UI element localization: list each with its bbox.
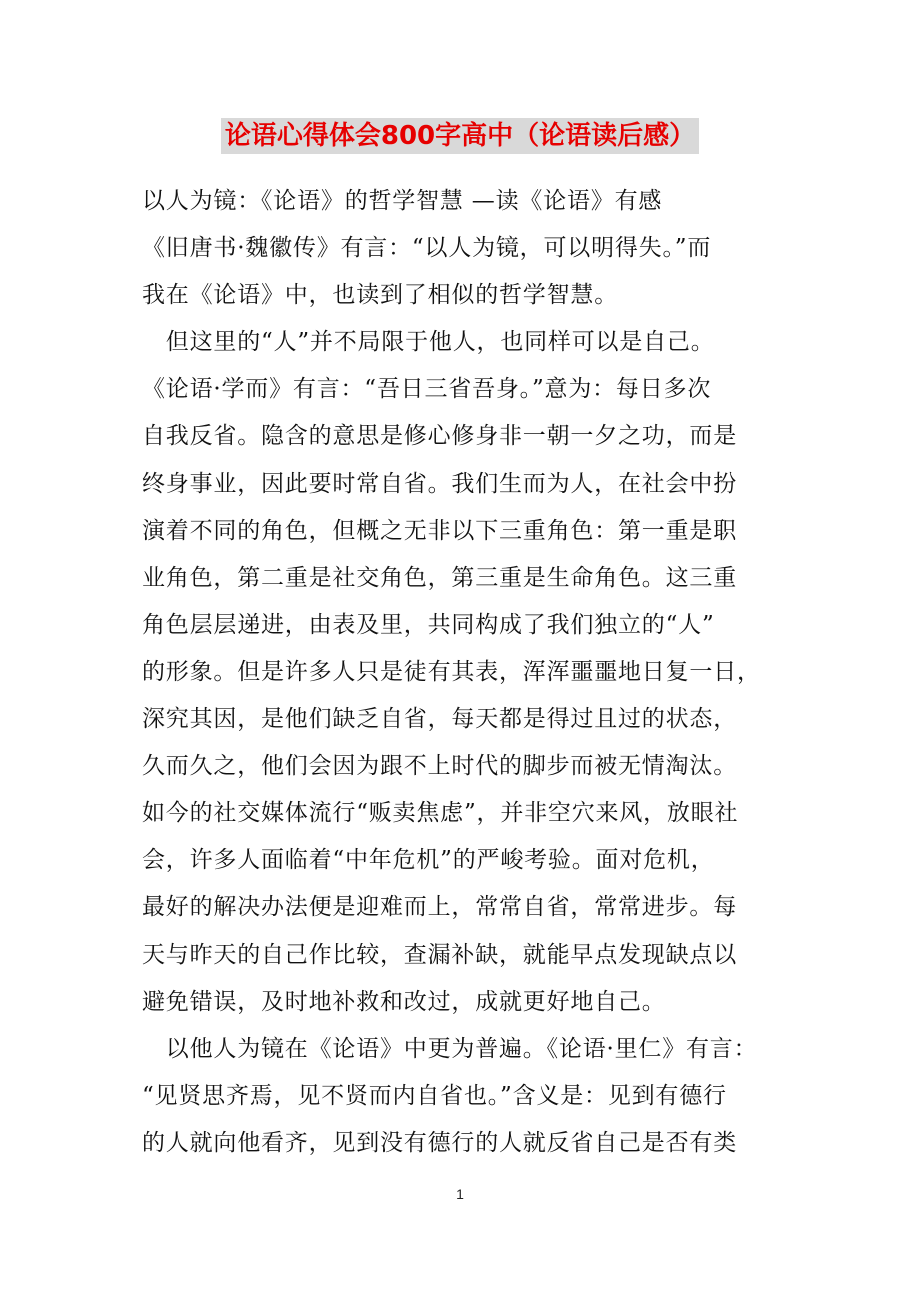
body-line: 终身事业，因此要时常自省。我们生而为人，在社会中扮 (142, 470, 737, 497)
body-line: 但这里的“人”并不局限于他人，也同样可以是自己。 (142, 329, 715, 356)
body-line: 深究其因，是他们缺乏自省，每天都是得过且过的状态， (142, 706, 737, 733)
body-line: 自我反省。隐含的意思是修心修身非一朝一夕之功，而是 (142, 423, 737, 450)
body-line: 《旧唐书·魏徽传》有言：“以人为镜，可以明得失。”而 (142, 235, 712, 262)
body-line: 业角色，第二重是社交角色，第三重是生命角色。这三重 (142, 564, 737, 591)
body-line: 避免错误，及时地补救和改过，成就更好地自己。 (142, 988, 666, 1015)
body-line: 久而久之，他们会因为跟不上时代的脚步而被无情淘汰。 (142, 753, 737, 780)
body-line: 如今的社交媒体流行“贩卖焦虑”，并非空穴来风，放眼社 (142, 800, 739, 827)
title-container (0, 118, 920, 154)
body-line: 天与昨天的自己作比较，查漏补缺，就能早点发现缺点以 (142, 941, 737, 968)
body-line: 《论语·学而》有言：“吾日三省吾身。”意为：每日多次 (142, 376, 712, 403)
body-line: 会，许多人面临着“中年危机”的严峻考验。面对危机， (142, 847, 715, 874)
body-line: 角色层层递进，由表及里，共同构成了我们独立的“人” (142, 611, 715, 638)
body-line: 的人就向他看齐，见到没有德行的人就反省自己是否有类 (142, 1129, 737, 1156)
body-line: 最好的解决办法便是迎难而上，常常自省，常常进步。每 (142, 894, 737, 921)
body-line: 的形象。但是许多人只是徒有其表，浑浑噩噩地日复一日， (142, 658, 761, 685)
document-title: 论语心得体会800字高中（论语读后感） (221, 118, 699, 154)
page-number: 1 (456, 1186, 464, 1202)
body-line: 我在《论语》中，也读到了相似的哲学智慧。 (142, 282, 618, 309)
body-line: 以他人为镜在《论语》中更为普遍。《论语·里仁》有言： (142, 1035, 758, 1062)
body-line: “见贤思齐焉，见不贤而内自省也。”含义是：见到有德行 (142, 1082, 727, 1109)
body-line: 以人为镜：《论语》的哲学智慧 —读《论语》有感 (142, 188, 663, 214)
body-line: 演着不同的角色，但概之无非以下三重角色：第一重是职 (142, 517, 737, 544)
document-body (142, 178, 782, 1167)
